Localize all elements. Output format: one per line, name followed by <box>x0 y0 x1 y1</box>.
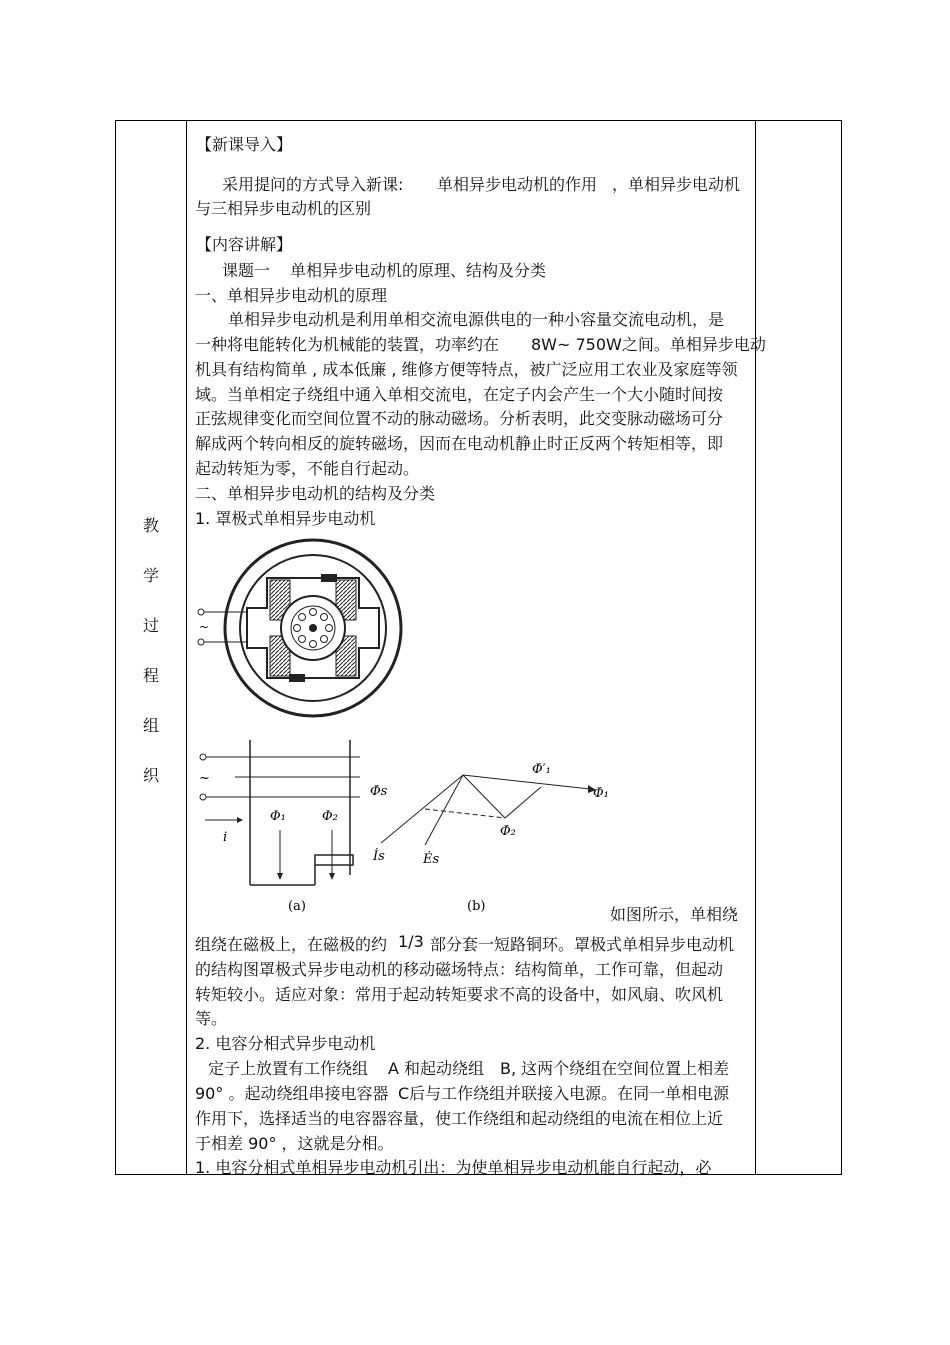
paragraph-line: 起动转矩为零，不能自行起动。 <box>195 459 420 478</box>
side-char: 织 <box>142 766 159 785</box>
paragraph-line: 组绕在磁极上，在磁极的约 <box>195 935 388 954</box>
label-phis: Φ̇s <box>370 784 388 799</box>
paragraph-line: 1. 电容分相式单相异步电动机引出：为使单相异步电动机能自行起动，必 <box>195 1158 712 1177</box>
side-char: 组 <box>142 716 159 735</box>
section-title: 二、单相异步电动机的结构及分类 <box>195 484 436 503</box>
paragraph-line: B, 这两个绕组在空间位置上相差 <box>500 1059 730 1078</box>
paragraph-line: 机具有结构简单 , 成本低廉 , 维修方便等特点，被广泛应用工农业及家庭等领 <box>195 360 738 379</box>
intro-line: ，单相异步电动机 <box>612 175 741 194</box>
subsection-title: 2. 电容分相式异步电动机 <box>195 1034 376 1053</box>
paragraph-line: 域。当单相定子绕组中通入单相交流电，在定子内会产生一个大小随时间按 <box>195 385 724 404</box>
intro-line: 与三相异步电动机的区别 <box>195 199 372 218</box>
side-char: 过 <box>142 616 159 635</box>
paragraph-line: 90° 。起动绕组串接电容器 <box>195 1084 389 1103</box>
paragraph-line: 解成两个转向相反的旋转磁场，因而在电动机静止时正反两个转矩相等，即 <box>195 434 724 453</box>
intro-heading: 【新课导入】 <box>196 135 293 154</box>
topic-title: 单相异步电动机的原理、结构及分类 <box>290 261 547 280</box>
side-char: 学 <box>142 566 159 585</box>
flux-phasor-diagram <box>195 735 625 915</box>
paragraph-line: 定子上放置有工作绕组 <box>208 1059 369 1078</box>
paragraph-line: 一种将电能转化为机械能的装置，功率约在 <box>195 335 500 354</box>
paragraph-line: C后与工作绕组并联接入电源。在同一单相电源 <box>398 1084 730 1103</box>
label-is: İs <box>373 849 385 864</box>
label-phi1v: Φ̇₁ <box>593 786 609 801</box>
side-label <box>134 501 168 801</box>
label-phi1p: Φ̇′₁ <box>532 762 551 777</box>
side-char: 程 <box>142 666 159 685</box>
svg-text:~: ~ <box>199 620 210 634</box>
caption-b: (b) <box>467 899 486 914</box>
paragraph-line: 于相差 90° ，这就是分相。 <box>195 1134 394 1153</box>
topic-label: 课题一 <box>222 261 271 280</box>
paragraph-line: 8W~ 750W之间。单相异步电动 <box>531 335 766 354</box>
caption-a: (a) <box>288 899 306 914</box>
paragraph-line: 转矩较小。适应对象：常用于起动转矩要求不高的设备中，如风扇、吹风机 <box>195 985 724 1004</box>
side-char: 教 <box>142 516 159 535</box>
figure-note: 如图所示，单相绕 <box>610 905 739 924</box>
paragraph-line: 部分套一短路铜环。罩极式单相异步电动机 <box>430 935 735 954</box>
content-heading: 【内容讲解】 <box>196 235 293 254</box>
label-es: Ės <box>423 852 440 867</box>
paragraph-line: 单相异步电动机是利用单相交流电源供电的一种小容量交流电动机，是 <box>228 310 725 329</box>
paragraph-line: 作用下，选择适当的电容器容量，使工作绕组和起动绕组的电流在相位上近 <box>195 1109 724 1128</box>
subsection-title: 1. 罩极式单相异步电动机 <box>195 509 376 528</box>
paragraph-line: A 和起动绕组 <box>388 1059 485 1078</box>
intro-line: 单相异步电动机的作用 <box>437 175 598 194</box>
label-i: i <box>223 830 228 845</box>
paragraph-line: 1/3 <box>398 932 424 951</box>
label-phi2: Φ₂ <box>322 809 338 824</box>
label-phi1: Φ₁ <box>270 809 286 824</box>
section-title: 一、单相异步电动机的原理 <box>195 286 388 305</box>
shaded-pole-motor-diagram <box>195 538 415 723</box>
intro-line: 采用提问的方式导入新课: <box>222 175 404 194</box>
column-divider-left <box>186 121 187 1174</box>
paragraph-line: 正弦规律变化而空间位置不动的脉动磁场。分析表明，此交变脉动磁场可分 <box>195 409 724 428</box>
paragraph-line: 的结构图罩极式异步电动机的移动磁场特点：结构简单，工作可靠，但起动 <box>195 960 724 979</box>
svg-text:~: ~ <box>199 771 210 786</box>
label-phi2v: Φ̇₂ <box>500 824 516 839</box>
paragraph-line: 等。 <box>195 1009 228 1028</box>
column-divider-right <box>755 121 756 1174</box>
